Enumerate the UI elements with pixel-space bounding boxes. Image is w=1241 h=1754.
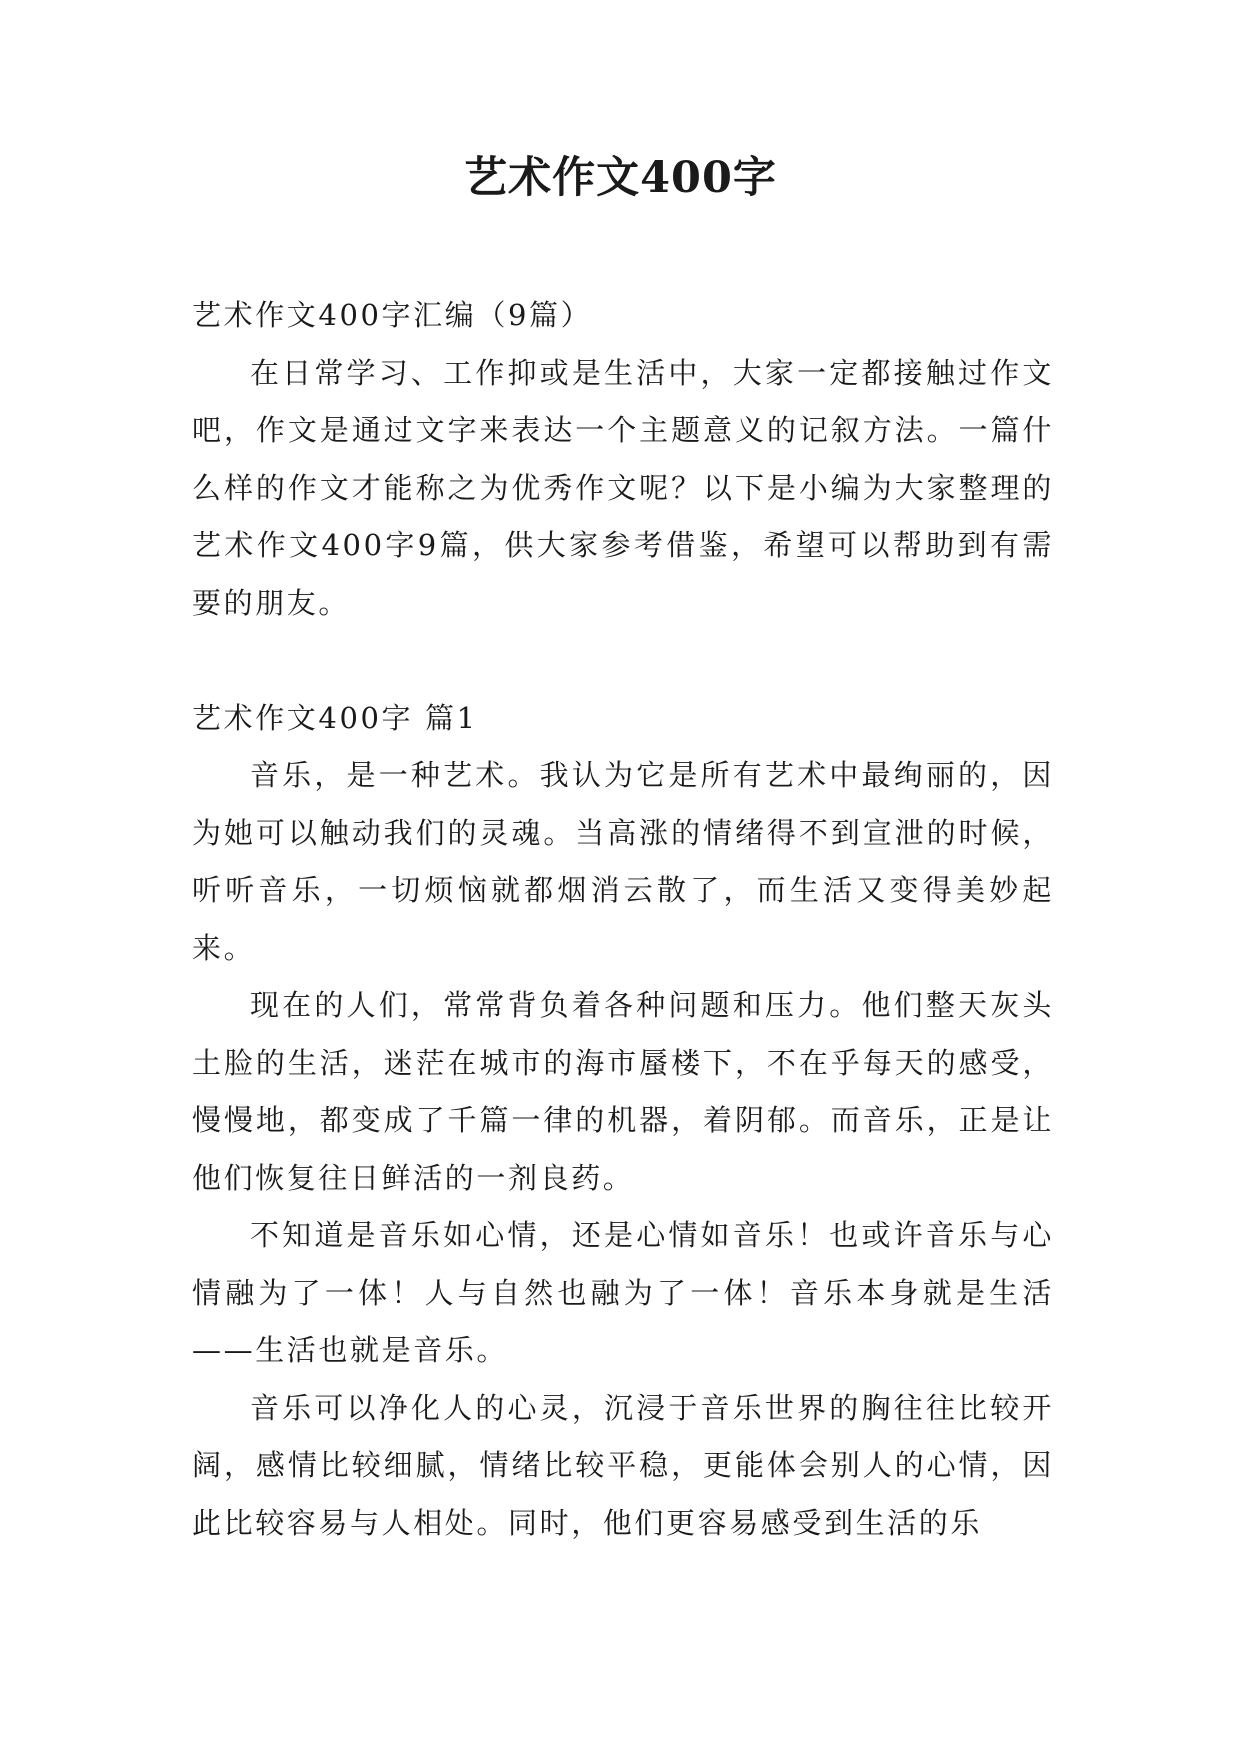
section-heading: 艺术作文400字 篇1: [192, 700, 478, 735]
intro-paragraph: 在日常学习、工作抑或是生活中，大家一定都接触过作文吧，作文是通过文字来表达一个主题意义的记叙方法。一篇什么样的作文才能称之为优秀作文呢？以下是小编为大家整理的艺术作文400字9篇，供大家参考借鉴，希望可以帮助到有需要的朋友。: [192, 355, 1054, 620]
body-paragraph: 现在的人们，常常背负着各种问题和压力。他们整天灰头土脸的生活，迷茫在城市的海市蜃楼下，不在乎每天的感受，慢慢地，都变成了千篇一律的机器，着阴郁。而音乐，正是让他们恢复往日鲜活的一剂良药。: [192, 988, 1054, 1195]
document-title: 艺术作文400字: [464, 153, 777, 203]
section-spacer: [192, 632, 1054, 690]
document-body: [192, 287, 1054, 1552]
body-paragraph: 音乐可以净化人的心灵，沉浸于音乐世界的胸往往比较开阔，感情比较细腻，情绪比较平稳，更能体会别人的心情，因此比较容易与人相处。同时，他们更容易感受到生活的乐: [192, 1390, 1054, 1540]
body-paragraph: 不知道是音乐如心情，还是心情如音乐！也或许音乐与心情融为了一体！人与自然也融为了一体！音乐本身就是生活——生活也就是音乐。: [192, 1218, 1054, 1367]
body-paragraph: 音乐，是一种艺术。我认为它是所有艺术中最绚丽的，因为她可以触动我们的灵魂。当高涨的情绪得不到宣泄的时候，听听音乐，一切烦恼就都烟消云散了，而生活又变得美妙起来。: [192, 758, 1054, 965]
collection-heading: 艺术作文400字汇编（9篇）: [192, 298, 593, 332]
